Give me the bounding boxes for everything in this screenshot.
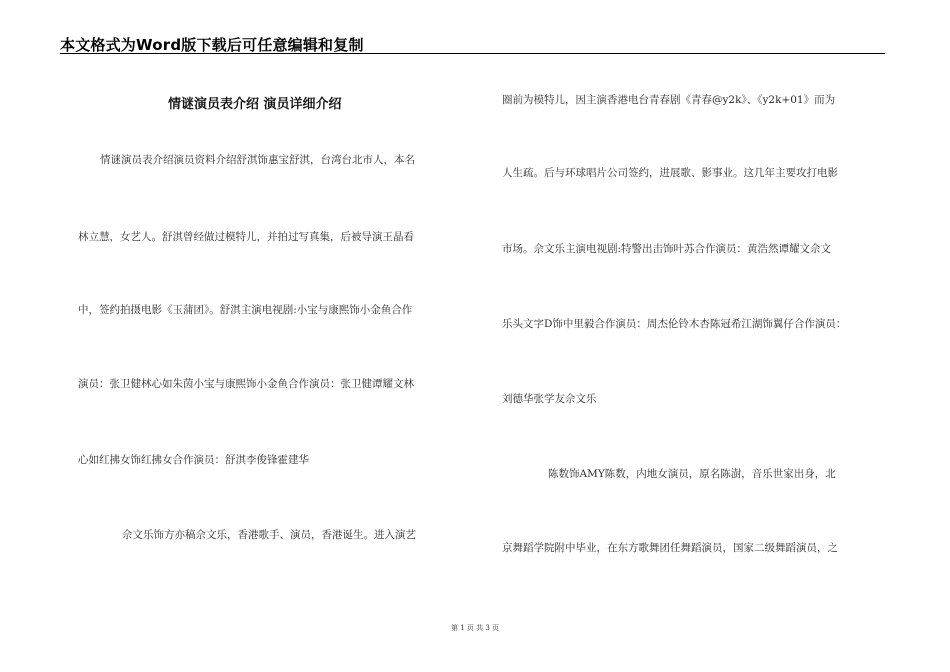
- paragraph-line: 京舞蹈学院附中毕业，在东方歌舞团任舞蹈演员，国家二级舞蹈演员，之: [502, 542, 838, 554]
- paragraph-line: 心如红拂女饰红拂女合作演员：舒淇李俊锋霍建华: [78, 454, 309, 466]
- header-divider: [60, 53, 885, 54]
- paragraph-line: 陈数饰AMY陈数，内地女演员，原名陈澍，音乐世家出身，北: [548, 468, 836, 480]
- paragraph-line: 佘文乐饰方亦稿佘文乐，香港歌手、演员，香港诞生。进入演艺: [122, 529, 416, 541]
- page-number-footer: 第 1 页 共 3 页: [450, 624, 500, 632]
- paragraph-line: 刘德华张学友佘文乐: [502, 393, 597, 405]
- paragraph-line: 演员：张卫健林心如朱茵小宝与康熙饰小金鱼合作演员：张卫健谭耀文林: [78, 378, 414, 390]
- document-title: 情谜演员表介绍 演员详细介绍: [168, 97, 342, 112]
- paragraph-line: 情谜演员表介绍演员资料介绍舒淇饰惠宝舒淇，台湾台北市人，本名: [100, 154, 415, 166]
- paragraph-line: 人生疏。后与环球唱片公司签约，进展歌、影事业。这几年主要攻打电影: [502, 167, 838, 179]
- paragraph-line: 市场。佘文乐主演电视剧:特警出击饰叶苏合作演员：黄浩然谭耀文佘文: [502, 243, 832, 255]
- paragraph-line: 林立慧，女艺人。舒淇曾经做过模特儿，并拍过写真集，后被导演王晶看: [78, 231, 414, 243]
- paragraph-line: 圈前为模特儿，因主演香港电台青春剧《青春@y2k》、《y2k+01》而为: [502, 94, 836, 106]
- paragraph-line: 中，签约拍摄电影《玉蒲团》。舒淇主演电视剧:小宝与康熙饰小金鱼合作: [78, 304, 413, 316]
- page-header-banner: 本文格式为Word版下载后可任意编辑和复制: [60, 36, 364, 54]
- paragraph-line: 乐头文字D饰中里毅合作演员：周杰伦铃木杏陈冠希江湖饰翼仔合作演员：: [502, 318, 847, 330]
